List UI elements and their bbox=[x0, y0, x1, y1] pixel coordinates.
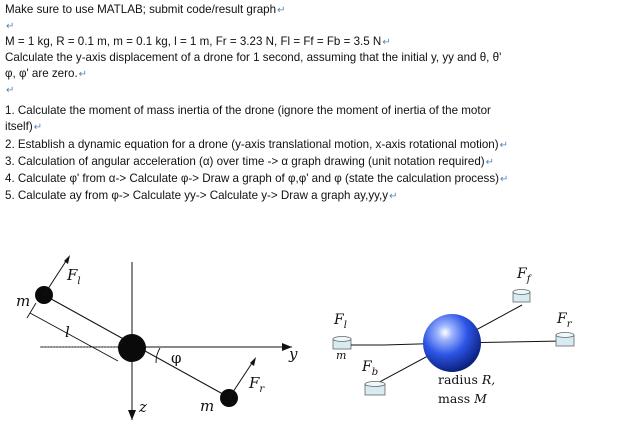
paragraph-mark: ↵ bbox=[6, 21, 15, 32]
task-1-cont: itself) bbox=[5, 120, 33, 133]
instruction-text: Make sure to use MATLAB; submit code/result graph bbox=[5, 3, 277, 16]
label-m-top: m bbox=[16, 292, 31, 310]
label-Fl-right bbox=[334, 312, 347, 331]
radius-var: R, bbox=[481, 372, 496, 387]
mass-var: M bbox=[474, 391, 487, 406]
motor-front bbox=[513, 290, 530, 303]
label-radius bbox=[438, 372, 495, 387]
paragraph-mark: ↵ bbox=[382, 37, 391, 48]
problem-statement-cont: φ, φ' are zero. bbox=[5, 67, 78, 80]
length-dimension-line bbox=[30, 313, 118, 361]
label-F: F bbox=[557, 311, 567, 327]
problem-statement: Calculate the y-axis displacement of a drone for 1 second, assuming that the initial y, yy and θ, θ' bbox=[5, 51, 502, 64]
motor-right bbox=[556, 333, 574, 347]
label-Fb bbox=[362, 359, 378, 378]
label-Fr-left bbox=[249, 374, 264, 395]
task-3: 3. Calculation of angular acceleration (α) over time -> α graph drawing (unit notation required) bbox=[5, 155, 485, 168]
paragraph-mark: ↵ bbox=[78, 69, 88, 80]
paragraph-mark: ↵ bbox=[499, 140, 509, 151]
task-1: 1. Calculate the moment of mass inertia of the drone (ignore the moment of inertia of the motor bbox=[5, 104, 491, 117]
label-m-right: m bbox=[336, 349, 347, 362]
label-y: y bbox=[289, 345, 298, 363]
label-mass bbox=[438, 391, 487, 406]
label-sub-r: r bbox=[259, 384, 265, 395]
phi-arc bbox=[156, 348, 160, 363]
label-Fr-right bbox=[557, 311, 572, 330]
force-left-arrow bbox=[44, 258, 68, 295]
label-F: F bbox=[249, 374, 260, 392]
label-Fl-left bbox=[67, 266, 81, 287]
label-F: F bbox=[334, 312, 344, 328]
task-2: 2. Establish a dynamic equation for a drone (y-axis translational motion, x-axis rotational motion) bbox=[5, 138, 499, 151]
label-sub-l: l bbox=[77, 276, 81, 287]
paragraph-mark: ↵ bbox=[500, 174, 509, 185]
label-l-length: l bbox=[65, 323, 70, 341]
label-phi: φ bbox=[171, 349, 182, 367]
paragraph-mark: ↵ bbox=[485, 157, 495, 168]
label-sub-l: l bbox=[343, 319, 347, 331]
paragraph-mark: ↵ bbox=[277, 5, 286, 16]
label-F: F bbox=[67, 266, 78, 284]
label-Ff bbox=[517, 266, 530, 285]
motor-back bbox=[365, 382, 385, 396]
label-sub-b: b bbox=[371, 366, 379, 378]
radius-text: radius bbox=[438, 372, 482, 387]
paragraph-mark: ↵ bbox=[389, 191, 398, 202]
label-sub-r: r bbox=[566, 318, 572, 330]
drone-body-sphere bbox=[423, 314, 481, 372]
label-F: F bbox=[517, 266, 527, 282]
label-sub-f: f bbox=[526, 273, 531, 285]
center-mass bbox=[118, 334, 146, 362]
task-4: 4. Calculate φ' from α-> Calculate φ-> Draw a graph of φ,φ' and φ (state the calculation process) bbox=[5, 172, 500, 185]
mass-text: mass bbox=[438, 391, 475, 406]
label-z: z bbox=[139, 398, 147, 416]
motor-left bbox=[333, 337, 351, 350]
paragraph-mark: ↵ bbox=[33, 122, 43, 133]
given-values: M = 1 kg, R = 0.1 m, m = 0.1 kg, l = 1 m, Fr = 3.23 N, Fl = Ff = Fb = 3.5 N bbox=[5, 35, 382, 48]
paragraph-mark: ↵ bbox=[6, 85, 15, 96]
label-F: F bbox=[362, 359, 372, 375]
task-5: 5. Calculate ay from φ-> Calculate yy-> Calculate y-> Draw a graph ay,yy,y bbox=[5, 189, 389, 202]
z-arrow-head bbox=[128, 410, 136, 420]
label-m-bottom: m bbox=[200, 397, 215, 415]
